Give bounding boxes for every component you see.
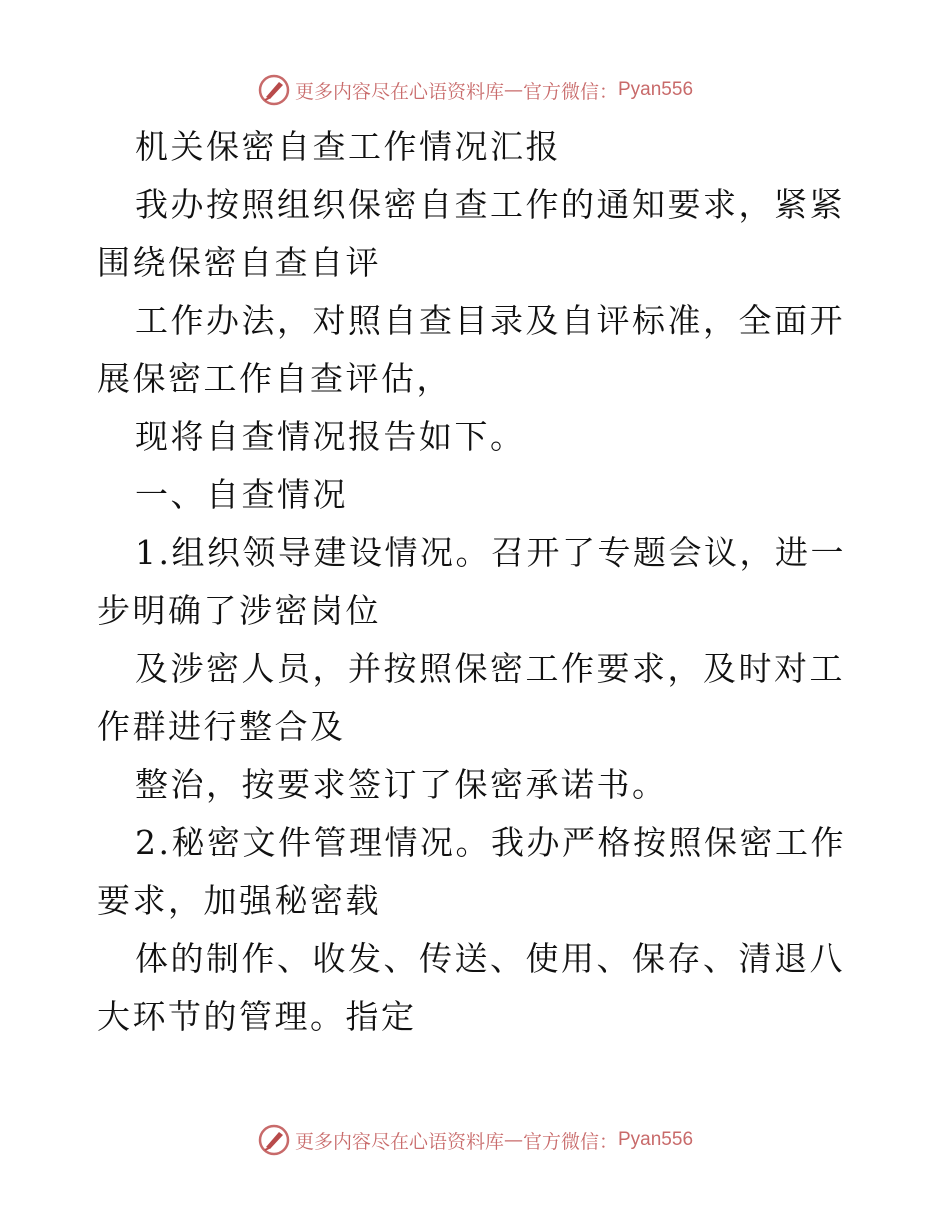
watermark-wechat-id: Pyan556 xyxy=(618,1129,694,1150)
paragraph: 1.组织领导建设情况。召开了专题会议，进一步明确了涉密岗位 xyxy=(97,533,846,630)
footer-watermark xyxy=(0,1120,950,1160)
paragraph: 现将自查情况报告如下。 xyxy=(135,417,526,456)
watermark-separator: — xyxy=(503,1129,523,1151)
watermark-wechat-label: 官方微信： xyxy=(522,1130,618,1153)
paragraph: 整治，按要求签订了保密承诺书。 xyxy=(135,765,668,804)
watermark-wechat-id: Pyan556 xyxy=(618,79,694,100)
document-body xyxy=(97,118,857,1046)
header-watermark xyxy=(0,70,950,110)
document-title: 机关保密自查工作情况汇报 xyxy=(135,127,561,166)
watermark-wechat-label: 官方微信： xyxy=(522,80,618,103)
paragraph: 2.秘密文件管理情况。我办严格按照保密工作要求，加强秘密载 xyxy=(97,823,846,920)
watermark-text: 更多内容尽在心语资料库 xyxy=(294,80,504,103)
watermark-separator: — xyxy=(503,79,523,101)
quill-logo-icon xyxy=(257,1123,291,1157)
paragraph: 工作办法，对照自查目录及自评标准，全面开展保密工作自查评估， xyxy=(97,301,845,398)
paragraph: 体的制作、收发、传送、使用、保存、清退八大环节的管理。指定 xyxy=(97,939,845,1036)
quill-logo-icon xyxy=(257,73,291,107)
section-heading: 一、自查情况 xyxy=(135,475,348,514)
watermark-text: 更多内容尽在心语资料库 xyxy=(294,1130,504,1153)
paragraph: 我办按照组织保密自查工作的通知要求，紧紧围绕保密自查自评 xyxy=(97,185,845,282)
paragraph: 及涉密人员，并按照保密工作要求，及时对工作群进行整合及 xyxy=(97,649,845,746)
